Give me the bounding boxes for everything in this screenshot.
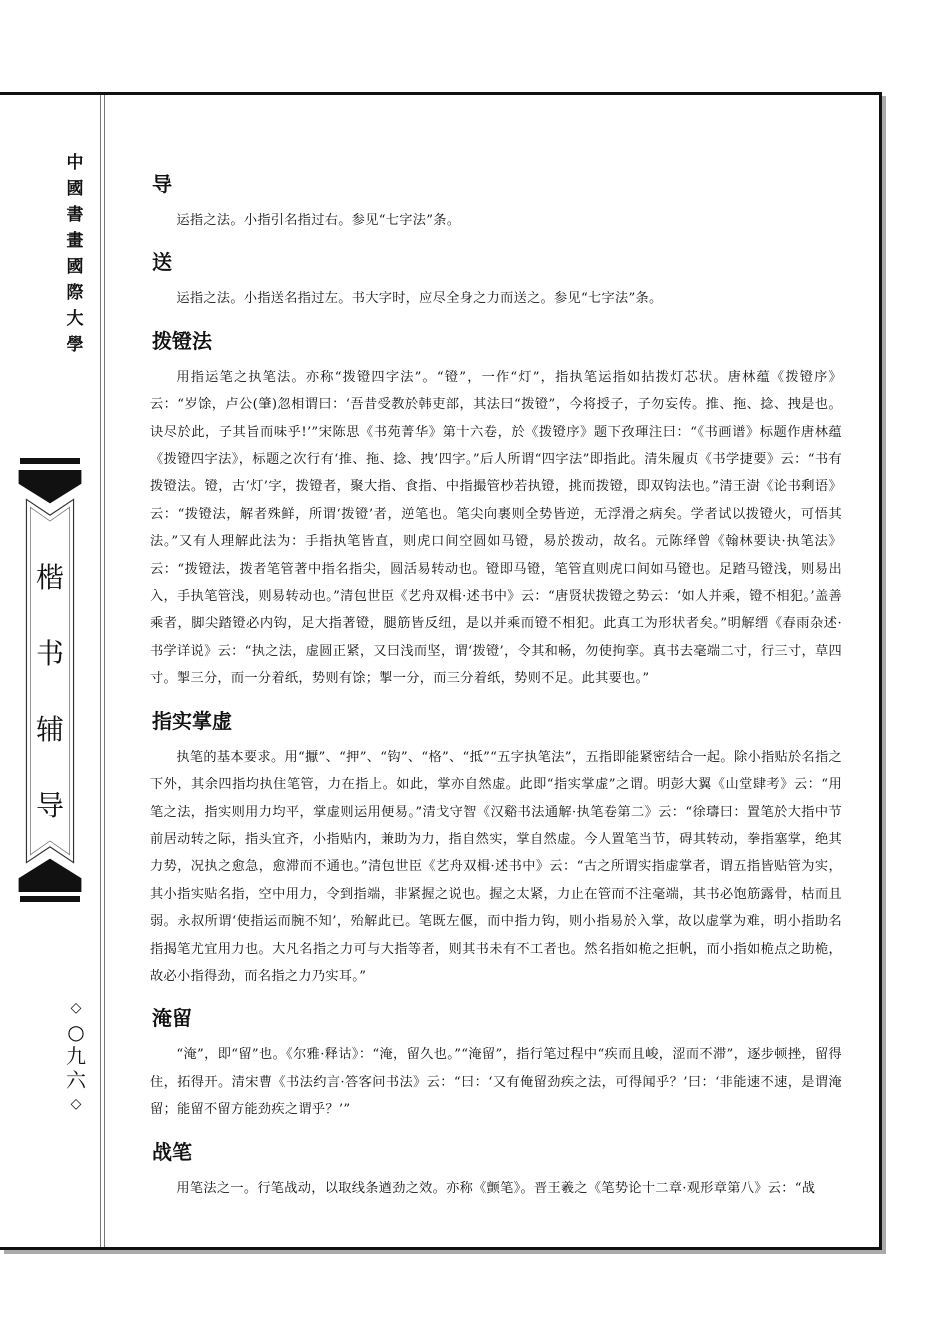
book-title-char: 中 — [66, 153, 84, 173]
page-number-char: ○ — [67, 1020, 85, 1044]
book-title — [60, 150, 90, 358]
entry — [150, 168, 842, 234]
page-number-char: 六 — [66, 1068, 86, 1092]
sidebar-rule-right — [104, 95, 105, 1247]
page-number-char: 九 — [66, 1044, 86, 1068]
frame-shadow-right — [882, 96, 886, 1254]
entry-body: 用笔法之一。行笔战动，以取线条遒劲之效。亦称《颤笔》。晋王羲之《笔势论十二章·观形章第八》云：“战 — [176, 1180, 816, 1196]
entry — [150, 325, 842, 693]
section-title-char: 导 — [35, 789, 64, 822]
entry-body: “淹”，即“留”也。《尔雅·释诂》：“淹，留久也。”“淹留”，指行笔过程中“疾而且峻，涩而不滞”，逐步顿挫，留得住，拓得开。清宋曹《书法约言·答客问书法》云：“曰：‘又有俺留劲疾之法，可得闻乎？’曰：‘非能速不速，是谓淹留；能留不留方能劲疾之谓乎？’” — [150, 1047, 842, 1118]
entry — [150, 1002, 842, 1123]
entry-heading: 指实掌虚 — [152, 708, 232, 733]
entry — [150, 705, 842, 991]
section-title-char: 书 — [35, 637, 64, 670]
tab-bar-bottom — [20, 896, 80, 902]
entry-body: 用指运笔之执笔法。亦称“拨镫四字法”。“镫”，一作“灯”，指执笔运指如拈拨灯芯状。唐林蕴《拨镫序》云：“岁馀，卢公(肇)忽相谓曰：‘吾昔受教於韩吏部，其法曰“拨镫”，今将授子，子勿妄传。推、拖、捻、拽是也。诀尽於此，子其旨而味乎!’”宋陈思《书苑菁华》第十六卷，於《拨镫序》题下孜琿注曰：“《书画谱》标题作唐林蕴《拨镫四字法》，标题之次行有‘推、拖、捻、拽’四字。”后人所谓“四字法”即指此。清朱履贞《书学捷要》云：“书有拨镫法。镫，古‘灯’字，拨镫者，聚大指、食指、中指撮管杪若执镫，挑而拨镫，即双钩法也。”清王澍《论书剩语》云：“拨镫法，解者殊鲜，所谓‘拨镫’者，逆笔也。笔尖向裹则全势皆逆，无浮滑之病矣。学者试以拨镫火，可悟其法。”又有人理解此法为：手指执笔皆直，则虎口间空圆如马镫，易於拨动，故名。元陈绎曾《翰林要诀·执笔法》云：“拨镫法，拨者笔管著中指名指尖，圆活易转动也。镫即马镫，笔管直则虎口间如马镫也。足踏马镫浅，则易出入，手执笔管浅，则易转动也。”清包世臣《艺舟双楫·述书中》云：“唐贤状拨镫之势云：‘如人并乘，镫不相犯。’盖善乘者，脚尖踏镫必内钩，足大指著镫，腿筋皆反纽，是以并乘而镫不相犯。此真工为形状者矣。”明解缙《春雨杂述·书学详说》云：“执之法，虚圆正紧，又曰浅而坚，谓‘拨镫’，令其和畅，勿使拘挛。真书去毫端二寸，行三寸，草四寸。掣三分，而一分着纸，势则有馀；掣一分，而三分着纸，势则不足。此其要也。” — [150, 369, 842, 687]
entry-heading: 拨镫法 — [152, 328, 212, 353]
book-title-char: 大 — [66, 309, 84, 329]
sidebar-rule-left — [100, 95, 101, 1247]
entry-heading: 导 — [152, 172, 172, 196]
book-title-char: 畫 — [66, 231, 84, 251]
entry-body: 执笔的基本要求。用“擫”、“押”、“钩”、“格”、“抵”“五字执笔法”，五指即能紧密结合一起。除小指贴於名指之下外，其余四指均执住笔管，力在指上。如此，掌亦自然虚。此即“指实掌虚”之谓。明彭大翼《山堂肆考》云：“用笔之法，指实则用力均平，掌虚则运用便易。”清戈守智《汉谿书法通解·执笔卷第二》云：“徐璹曰：置笔於大指中节前居动转之际，指头宜齐，小指贴内，兼助为力，指自然实，掌自然虚。今人置笔当节，碍其转动，拳指塞掌，绝其力势，况执之愈急，愈滞而不通也。”清包世臣《艺舟双楫·述书中》云：“古之所谓实指虚掌者，谓五指皆贴管为实，其小指实贴名指，空中用力，令到指端，非紧握之说也。握之太紧，力止在管而不注毫端，其书必饱筋露骨，枯而且弱。永叔所谓‘使指运而腕不知’，殆解此已。笔既左偃，而中指力钩，则小指易於入掌，故以虚掌为难，明小指助名指揭笔尤宜用力也。大凡名指之力可与大指等者，则其书未有不工者也。然名指如桅之拒帆，而小指如桅点之助桅，故必小指得劲，而名指之力乃实耳。” — [150, 749, 842, 984]
entry — [150, 1136, 842, 1202]
entry-heading: 淹留 — [152, 1006, 192, 1031]
book-title-char: 學 — [66, 335, 84, 355]
entry-body: 运指之法。小指引名指过右。参见“七字法”条。 — [176, 213, 461, 228]
book-title-char: 書 — [66, 205, 84, 225]
section-title-char: 楷 — [35, 561, 64, 594]
frame-shadow-bottom — [4, 1250, 886, 1254]
tab-bar-top — [20, 458, 80, 464]
section-title-char: 辅 — [35, 713, 64, 746]
diamond-icon: ◇ — [70, 1000, 82, 1016]
book-title-char: 國 — [66, 179, 84, 199]
entry — [150, 246, 842, 312]
book-title-char: 國 — [66, 257, 84, 277]
entry-heading: 送 — [152, 250, 172, 275]
main-content — [150, 168, 842, 1214]
section-title — [30, 540, 70, 844]
entry-heading: 战笔 — [152, 1139, 192, 1164]
book-title-char: 際 — [66, 283, 84, 303]
entry-body: 运指之法。小指送名指过左。书大字时，应尽全身之力而送之。参见“七字法”条。 — [176, 291, 663, 307]
page-number — [58, 996, 94, 1116]
diamond-icon: ◇ — [70, 1096, 82, 1112]
